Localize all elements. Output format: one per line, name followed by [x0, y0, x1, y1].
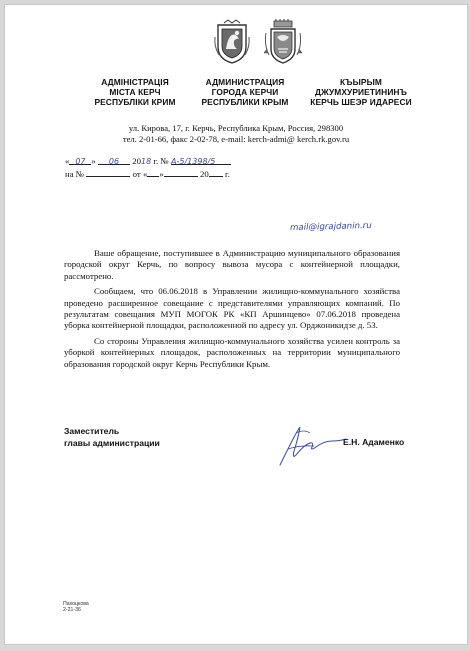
signatory-title-line-2: главы администрации	[64, 438, 160, 448]
letter-page	[4, 4, 468, 645]
header-mid-line-3: РЕСПУБЛИКИ КРЫМ	[201, 97, 289, 108]
header-left-line-3: РЕСПУБЛІКИ КРИМ	[94, 97, 176, 108]
header-crimean-tatar	[292, 77, 430, 108]
incoming-year-prefix: 20	[199, 169, 209, 179]
executor-footer	[63, 601, 89, 614]
kerch-coat-of-arms-icon	[264, 19, 302, 65]
signatory-title	[64, 425, 160, 449]
incoming-year-unit: г.	[224, 169, 230, 179]
header-right-line-2: ДЖУМХУРИЕТИНИНЪ	[315, 87, 407, 98]
handwritten-month: 06	[108, 157, 120, 166]
executor-name: Пахоцкова	[63, 601, 89, 607]
year-prefix: 20	[132, 156, 142, 166]
handwritten-outgoing-number: А-5/1398/5	[171, 157, 216, 166]
body-paragraph-1: Ваше обращение, поступившее в Администрацию муниципального образования городской округ Керчь, по вопросу вывоза мусора с контейнерной площадки, рассмотрено.	[64, 248, 400, 281]
outgoing-reference	[65, 156, 231, 167]
crimea-coat-of-arms-icon	[213, 19, 251, 65]
contacts-line: тел. 2-01-66, факс 2-02-78, e-mail: kerch-admi@ kerch.rk.gov.ru	[122, 134, 350, 144]
incoming-reference	[65, 168, 230, 180]
header-left-line-2: МІСТА КЕРЧ	[109, 87, 161, 98]
executor-phone: 2-21-36	[63, 607, 81, 614]
body-paragraph-3: Со стороны Управления жилищно-коммунального хозяйства усилен контроль за уборкой контейнерных площадок, расположенных на территории муниципального образования городской округ Керчь Республики Крым.	[64, 335, 400, 369]
incoming-from-label: от «	[132, 169, 148, 179]
header-right-line-1: КЪЫРЫМ	[340, 77, 382, 87]
incoming-close-quote: »	[159, 169, 164, 179]
date-close-quote: »	[91, 156, 96, 166]
signatory-title-line-1: Заместитель	[64, 426, 120, 436]
header-mid-line-1: АДМИНИСТРАЦИЯ	[205, 77, 285, 87]
body-paragraph-2: Сообщаем, что 06.06.2018 в Управлении жилищно-коммунального хозяйства проведено расширенное совещание с представителями управляющих компаний. По результатам совещания МУП МОГОК РК «КП Аршинцево» 07.06.2018 проведена уборка контейнерной площадки, расположенной по адресу ул. Орджоникидзе д. 53.	[64, 286, 400, 331]
handwritten-email-note: mail@igrajdanin.ru	[289, 220, 372, 234]
year-unit-number-label: г. №	[153, 156, 169, 166]
date-open-quote: «	[65, 156, 70, 166]
handwritten-signature	[270, 423, 350, 471]
incoming-number-label: на №	[65, 169, 85, 179]
handwritten-day: 07	[75, 157, 86, 166]
letter-body	[64, 248, 400, 374]
signatory-name: Е.Н. Адаменко	[343, 437, 405, 447]
header-russian	[180, 77, 310, 108]
header-mid-line-2: ГОРОДА КЕРЧИ	[211, 87, 279, 98]
address-line: ул. Кирова, 17, г. Керчь, Республика Крым, Россия, 298300	[128, 123, 344, 133]
header-left-line-1: АДМІНІСТРАЦІЯ	[101, 77, 169, 87]
handwritten-year: 18	[141, 157, 152, 166]
header-right-line-3: КЕРЧЬ ШЕЭР ИДАРЕСИ	[310, 97, 412, 108]
